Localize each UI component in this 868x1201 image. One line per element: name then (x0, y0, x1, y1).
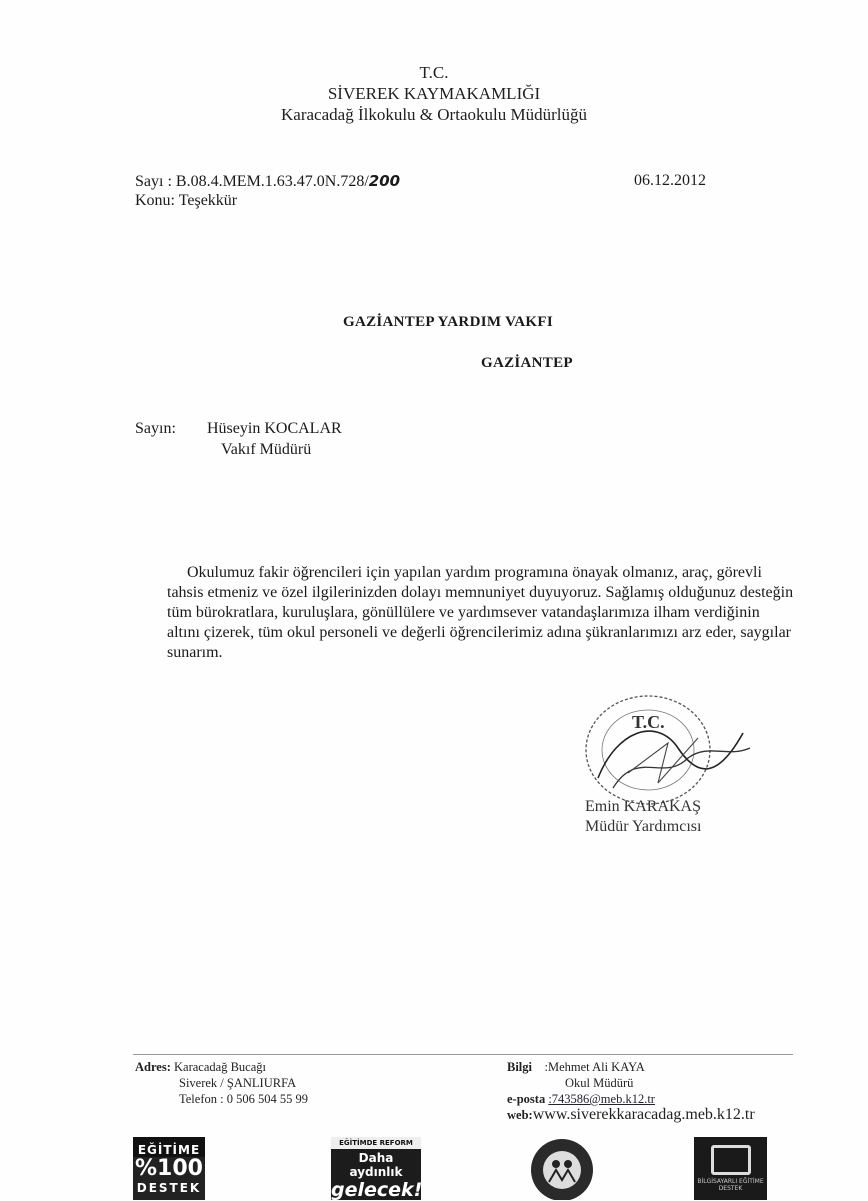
sayi-handwritten-number: 200 (368, 172, 401, 190)
info-name: :Mehmet Ali KAYA (544, 1060, 645, 1074)
header-kaymakamlik: SİVEREK KAYMAKAMLIĞI (327, 84, 541, 103)
letter-body (167, 563, 795, 663)
web-link[interactable]: www.siverekkaracadag.meb.k12.tr (532, 1106, 755, 1123)
recipient-org: GAZİANTEP YARDIM VAKFI (343, 314, 553, 330)
logo1-line3: DESTEK (136, 1181, 202, 1195)
haydi-kizlar-okula-logo-icon (527, 1134, 597, 1200)
egitimde-reform-logo (331, 1137, 421, 1200)
logo1-line1: EĞİTİME (133, 1137, 205, 1157)
footer-contact (507, 1059, 755, 1123)
info-label: Bilgi (507, 1060, 533, 1074)
logo2-line3: gelecek! (331, 1179, 423, 1201)
sayi-value: : B.08.4.MEM.1.63.47.0N.728/ (167, 173, 369, 190)
header-school: Karacadağ İlkokulu & Ortaokulu Müdürlüğü (281, 105, 587, 124)
reference-block (135, 172, 400, 210)
stamp-text: T.C. (632, 712, 665, 732)
addressee-name: Hüseyin KOCALAR (207, 420, 342, 437)
address-line1: Karacadağ Bucağı (174, 1060, 266, 1074)
recipient-city: GAZİANTEP (481, 355, 573, 371)
email-link[interactable]: :743586@meb.k12.tr (548, 1092, 655, 1106)
addressee-block (135, 418, 342, 460)
address-line2: Siverek / ŞANLIURFA (179, 1076, 297, 1090)
phone-number: Telefon : 0 506 504 55 99 (179, 1092, 308, 1106)
logo4-text: BİLGİSAYARLI EĞİTİME DESTEK (697, 1178, 764, 1192)
letter-date: 06.12.2012 (634, 172, 706, 189)
logo2-line2: Daha aydınlık (349, 1151, 403, 1179)
letterhead (0, 62, 868, 125)
web-label: web: (507, 1108, 533, 1122)
header-tc: T.C. (419, 63, 449, 82)
konu-label: Konu: (135, 192, 175, 209)
footer-address (135, 1059, 308, 1107)
bilgisayarli-egitime-destek-logo (694, 1137, 767, 1200)
footer-divider (133, 1054, 793, 1055)
signatory-name: Emin KARAKAŞ (585, 798, 702, 815)
body-paragraph: Okulumuz fakir öğrencileri için yapılan yardım programına önayak olmanız, araç, görevli tahsis etmeniz ve özel ilgilerinizden dolayı memnuniyet duyuyoruz. Sağlamış olduğunuz desteğin tüm bürokratlara, kuruluşlara, gönüllülere ve yardımsever vatandaşlarımıza ilham verdiğinin altını çizerek, tüm okul personeli ve değerli öğrencilerimiz adına şükranlarımızı arz eder, saygılar sunarım. (167, 564, 794, 661)
signature-block (585, 797, 701, 837)
computer-screen-icon (711, 1145, 751, 1175)
address-label: Adres: (135, 1060, 171, 1074)
email-label: e-posta (507, 1092, 546, 1106)
addressee-label: Sayın: (135, 420, 176, 437)
logo1-line2: %100 (135, 1156, 203, 1181)
info-title: Okul Müdürü (565, 1076, 634, 1090)
signatory-title: Müdür Yardımcısı (585, 818, 702, 835)
konu-value: Teşekkür (178, 192, 238, 209)
addressee-title: Vakıf Müdürü (221, 441, 312, 458)
logo2-line1: EĞİTİMDE REFORM (331, 1137, 421, 1149)
sayi-label: Sayı (135, 173, 164, 190)
egitime-destek-logo (133, 1137, 205, 1200)
